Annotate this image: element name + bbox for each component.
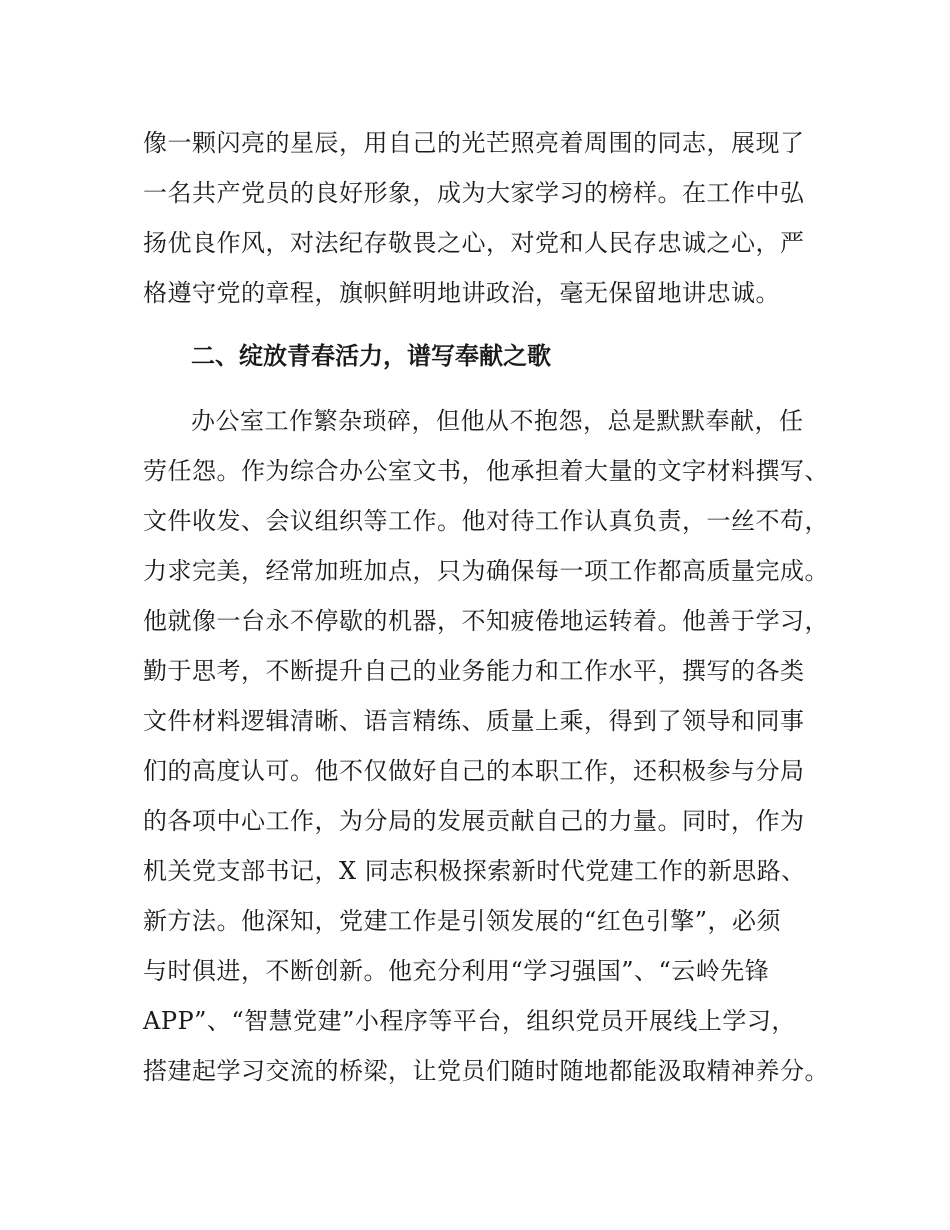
paragraph-2-line-1: 办公室工作繁杂琐碎，但他从不抱怨，总是默默奉献，任 <box>191 407 804 435</box>
paragraph-2-line-2: 劳任怨。作为综合办公室文书，他承担着大量的文字材料撰写、 <box>143 457 829 485</box>
paragraph-1-line-1: 像一颗闪亮的星辰，用自己的光芒照亮着周围的同志，展现了 <box>143 129 805 157</box>
paragraph-2-line-14: 搭建起学习交流的桥梁，让党员们随时随地都能汲取精神养分。 <box>143 1057 829 1085</box>
paragraph-2-line-7: 文件材料逻辑清晰、语言精练、质量上乘，得到了领导和同事 <box>143 707 805 735</box>
paragraph-2-line-12: 与时俱进，不断创新。他充分利用“学习强国”、“云岭先锋 <box>143 957 770 985</box>
paragraph-2-line-13: APP”、“智慧党建”小程序等平台，组织党员开展线上学习， <box>143 1007 796 1035</box>
paragraph-1-line-2: 一名共产党员的良好形象，成为大家学习的榜样。在工作中弘 <box>143 179 805 207</box>
paragraph-2-line-6: 勤于思考，不断提升自己的业务能力和工作水平，撰写的各类 <box>143 657 805 685</box>
paragraph-2-line-5: 他就像一台永不停歇的机器，不知疲倦地运转着。他善于学习， <box>143 607 829 635</box>
paragraph-2-line-4: 力求完美，经常加班加点，只为确保每一项工作都高质量完成。 <box>143 557 829 585</box>
paragraph-2-line-9: 的各项中心工作，为分局的发展贡献自己的力量。同时，作为 <box>143 807 805 835</box>
paragraph-2-line-8: 们的高度认可。他不仅做好自己的本职工作，还积极参与分局 <box>143 757 805 785</box>
section-heading: 二、绽放青春活力，谱写奉献之歌 <box>191 342 551 370</box>
paragraph-2-line-3: 文件收发、会议组织等工作。他对待工作认真负责，一丝不苟， <box>143 507 829 535</box>
paragraph-1-line-3: 扬优良作风，对法纪存敬畏之心，对党和人民存忠诚之心，严 <box>143 229 805 257</box>
paragraph-1-line-4: 格遵守党的章程，旗帜鲜明地讲政治，毫无保留地讲忠诚。 <box>143 279 780 307</box>
paragraph-2-line-11: 新方法。他深知，党建工作是引领发展的“红色引擎”，必须 <box>143 907 782 935</box>
paragraph-2-line-10: 机关党支部书记，X 同志积极探索新时代党建工作的新思路、 <box>143 857 806 885</box>
